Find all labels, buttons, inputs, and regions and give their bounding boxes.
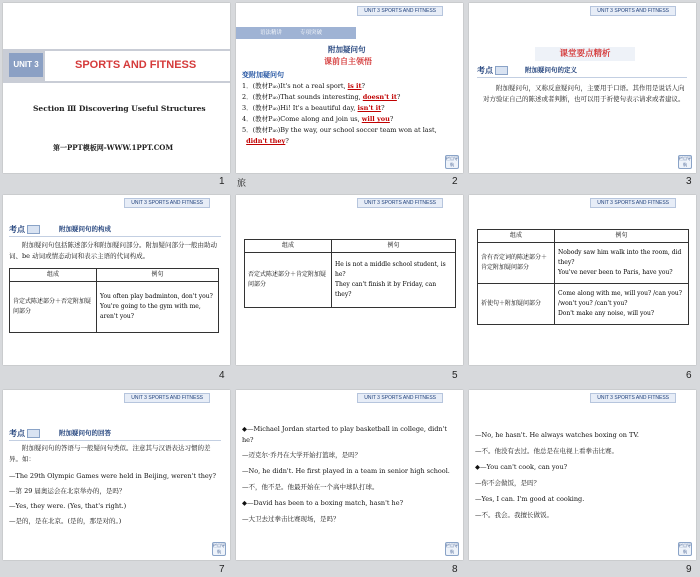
table-header: 例句 bbox=[332, 240, 456, 253]
unit-header: UNIT 3 SPORTS AND FITNESS bbox=[357, 6, 443, 16]
page-number: 9 bbox=[686, 564, 692, 575]
table-header: 例句 bbox=[97, 269, 219, 282]
divider bbox=[9, 236, 221, 237]
unit-badge: UNIT 3 bbox=[9, 53, 43, 77]
row-examples: He is not a middle school student, is he? They can't finish it by Friday, can they? bbox=[332, 253, 456, 308]
return-button[interactable]: 栏目导航 bbox=[446, 156, 458, 167]
unit-header: UNIT 3 SPORTS AND FITNESS bbox=[590, 393, 676, 403]
section-title: Section Ⅲ Discovering Useful Structures bbox=[33, 104, 206, 113]
dialog-line: —大卫去过拳击比赛现场，是吗？ bbox=[242, 515, 340, 523]
row-label: 否定式陈述部分＋肯定附加疑问部分 bbox=[245, 253, 332, 308]
divider bbox=[477, 77, 687, 78]
header-line-2: 课前自主领悟 bbox=[324, 56, 372, 66]
footer-text: 第一PPT模板网-WWW.1PPT.COM bbox=[53, 143, 174, 152]
dialog-line: ◆—David has been to a boxing match, hasn't he? bbox=[242, 499, 404, 507]
slide-3[interactable] bbox=[469, 3, 696, 173]
slide-6[interactable] bbox=[469, 195, 696, 365]
key-point-label: 考点 bbox=[9, 428, 40, 439]
page-number: 2 bbox=[452, 176, 458, 187]
unit-header: UNIT 3 SPORTS AND FITNESS bbox=[124, 393, 210, 403]
dialog-line: ◆—Michael Jordan started to play basketball in college, didn't he? bbox=[242, 425, 447, 444]
dialog-line: —不。他没有去过。他总是在电视上看拳击比赛。 bbox=[475, 447, 618, 455]
table-header: 例句 bbox=[555, 230, 689, 243]
table-row bbox=[478, 243, 689, 284]
key-point-icon bbox=[27, 429, 40, 438]
page-number: 6 bbox=[686, 370, 692, 381]
unit-header: UNIT 3 SPORTS AND FITNESS bbox=[124, 198, 210, 208]
exercise-1: 1．(教材P₄₀)It's not a real sport, is it? bbox=[242, 82, 365, 90]
page-number: 8 bbox=[452, 564, 458, 575]
key-point-title: 附加疑问句的回答 bbox=[59, 429, 111, 437]
exercise-5: 5．(教材P₄₀)By the way, our school soccer team won at last, didn't they? bbox=[242, 126, 437, 145]
dialog-line: —The 29th Olympic Games were held in Beijing, weren't they? bbox=[9, 472, 216, 480]
tab-practice[interactable]: 专项突破 bbox=[300, 30, 323, 36]
key-point-icon bbox=[27, 225, 40, 234]
table-header: 组成 bbox=[10, 269, 97, 282]
row-examples: You often play badminton, don't you? You're going to the gym with me, aren't you? bbox=[97, 282, 219, 333]
dialog-line: —Yes, they were. (Yes, that's right.) bbox=[9, 502, 127, 510]
row-examples: Nobody saw him walk into the room, did they? You've never been to Paris, have you? bbox=[555, 243, 689, 284]
page-number: 5 bbox=[452, 370, 458, 381]
divider bbox=[9, 440, 221, 441]
dialog-line: —不。我会。我擅长做饭。 bbox=[475, 511, 553, 519]
table-header: 组成 bbox=[245, 240, 332, 253]
unit-header: UNIT 3 SPORTS AND FITNESS bbox=[590, 198, 676, 208]
slide-2[interactable] bbox=[236, 3, 463, 173]
page-number: 3 bbox=[686, 176, 692, 187]
slide-1[interactable] bbox=[3, 3, 230, 173]
dialog-line: —No, he didn't. He first played in a team in senior high school. bbox=[242, 467, 450, 475]
header-banner: 课堂要点精析 bbox=[535, 47, 635, 61]
structure-table bbox=[477, 229, 689, 325]
return-button[interactable]: 栏目导航 bbox=[213, 543, 225, 554]
key-point-label: 考点 bbox=[9, 224, 40, 235]
row-examples: Come along with me, will you? /can you? /won't you? /can't you? Don't make any noise, will you? bbox=[555, 284, 689, 325]
table-row bbox=[10, 282, 219, 333]
exercise-3: 3．(教材P₄₀)Hi! It's a beautiful day, isn't it? bbox=[242, 104, 385, 112]
structure-table bbox=[244, 239, 456, 308]
table-row bbox=[478, 284, 689, 325]
dialog-line: —是的，是在北京。(是的，那是对的。) bbox=[9, 517, 122, 525]
unit-header: UNIT 3 SPORTS AND FITNESS bbox=[357, 393, 443, 403]
slide-7[interactable] bbox=[3, 390, 230, 560]
slide-4[interactable] bbox=[3, 195, 230, 365]
row-label: 祈使句＋附加疑问部分 bbox=[478, 284, 555, 325]
unit-header: UNIT 3 SPORTS AND FITNESS bbox=[357, 198, 443, 208]
tab-grammar[interactable]: 语法精讲 bbox=[260, 30, 283, 36]
unit-header: UNIT 3 SPORTS AND FITNESS bbox=[590, 6, 676, 16]
table-row bbox=[245, 253, 456, 308]
body-text: 附加疑问句的答语与一般疑问句类似。注意其与汉语表达习惯的差异。如： bbox=[9, 444, 211, 463]
slide-9[interactable] bbox=[469, 390, 696, 560]
exercise-2: 2．(教材P₄₀)That sounds interesting, doesn't it? bbox=[242, 93, 401, 101]
return-button[interactable]: 栏目导航 bbox=[446, 543, 458, 554]
key-point-title: 附加疑问句的构成 bbox=[59, 225, 111, 233]
page-number: 1 bbox=[219, 176, 225, 187]
row-label: 肯定式陈述部分＋否定附加疑问部分 bbox=[10, 282, 97, 333]
dialog-line: —第 29 届奥运会在北京举办的，是吗？ bbox=[9, 487, 126, 495]
row-label: 含有否定词的陈述部分＋肯定附加疑问部分 bbox=[478, 243, 555, 284]
slide-title: SPORTS AND FITNESS bbox=[75, 59, 197, 71]
dialog-line: —不，他不是。他最开始在一个高中球队打球。 bbox=[242, 483, 379, 491]
key-point-icon bbox=[495, 66, 508, 75]
slide-5[interactable] bbox=[236, 195, 463, 365]
body-text: 附加疑问句，又称反意疑问句，主要用于口语。其作用是说话人向对方验证自己的陈述或者判断，也可以用于祈使句表示请求或者建议。 bbox=[483, 84, 685, 103]
dialog-line: —迈克尔·乔丹在大学开始打篮球，是吗？ bbox=[242, 451, 362, 459]
structure-table bbox=[9, 268, 219, 333]
table-header: 组成 bbox=[478, 230, 555, 243]
dialog-line: —你不会做饭，是吗？ bbox=[475, 479, 540, 487]
key-point-label: 考点 bbox=[477, 65, 508, 76]
body-text: 附加疑问句包括陈述部分和附加疑问部分。附加疑问部分一般由助动词、be 动词或情态动词和表示主语的代词构成。 bbox=[9, 241, 217, 260]
return-button[interactable]: 栏目导航 bbox=[679, 543, 691, 554]
page-number: 7 bbox=[219, 564, 225, 575]
key-point-title: 附加疑问句的定义 bbox=[525, 66, 577, 74]
page-number: 4 bbox=[219, 370, 225, 381]
exercise-4: 4．(教材P₄₀)Come along and join us, will you? bbox=[242, 115, 394, 123]
dialog-line: —No, he hasn't. He always watches boxing on TV. bbox=[475, 431, 639, 439]
dialog-line: —Yes, I can. I'm good at cooking. bbox=[475, 495, 585, 503]
section-title: 变附加疑问句 bbox=[242, 70, 284, 79]
header-line-1: 附加疑问句 bbox=[328, 45, 366, 54]
top-tabs bbox=[236, 27, 356, 39]
return-button[interactable]: 栏目导航 bbox=[679, 156, 691, 167]
corner-mark: 旅 bbox=[237, 178, 247, 188]
dialog-line: ◆—You can't cook, can you? bbox=[475, 463, 568, 471]
slide-8[interactable] bbox=[236, 390, 463, 560]
